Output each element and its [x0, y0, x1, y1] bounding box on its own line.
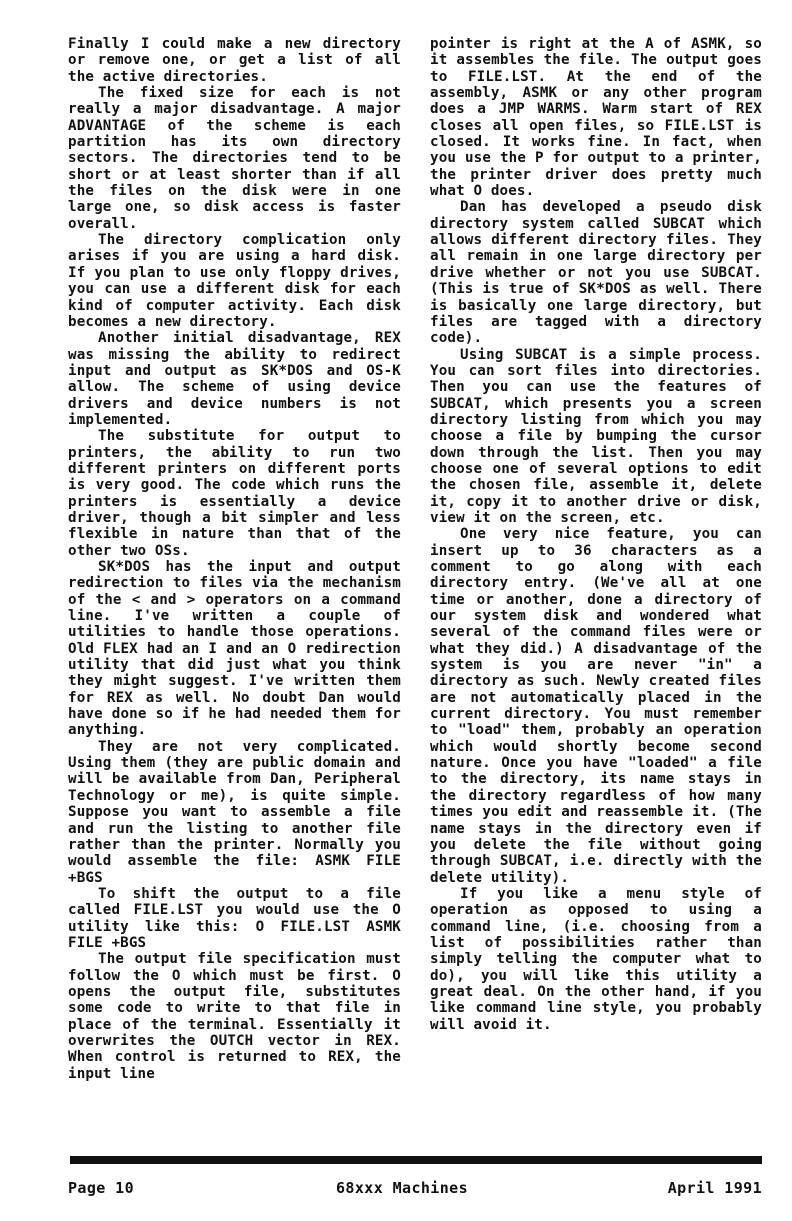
right-paragraph-1: pointer is right at the A of ASMK, so it assembles the file. The output goes to FILE.LST. At the end of the assembly, ASMK or any other program does a JMP WARMS. Warm start of REX closes all open files, so FILE.LST is closed. It works fine. In fact, when you use the P for output to a printer, the printer driver does pretty much what O does.	[430, 36, 762, 200]
right-paragraph-3: Using SUBCAT is a simple process. You can sort files into directories. Then you can use the features of SUBCAT, which presents you a screen directory listing from which you may choose a file by bumping the cursor down through the list. Then you may choose one of several options to edit the chosen file, assemble it, delete it, copy it to another drive or disk, view it on the screen, etc.	[430, 346, 762, 526]
page-number: Page 10	[68, 1179, 135, 1197]
footer-divider	[70, 1156, 762, 1164]
issue-date: April 1991	[667, 1179, 762, 1197]
left-text-column	[68, 36, 401, 1082]
left-paragraph-9: The output file specification must follow the O which must be first. O opens the output file, substitutes some code to write to that file in place of the terminal. Essentially it overwrites the OUTCH vector in REX. When control is returned to REX, the input line	[68, 951, 401, 1082]
right-text-column	[430, 36, 762, 1033]
left-paragraph-1: Finally I could make a new directory or remove one, or get a list of all the active directories.	[68, 36, 401, 85]
left-paragraph-6: SK*DOS has the input and output redirection to files via the mechanism of the < and > operators on a command line. I've written a couple of utilities to handle those operations. Old FLEX had an I and an O redirection utility that did just what you think they might suggest. I've written them for REX as well. No doubt Dan would have done so if he had needed them for anything.	[68, 559, 401, 739]
left-paragraph-7: They are not very complicated. Using them (they are public domain and will be available from Dan, Peripheral Technology or me), is quite simple. Suppose you want to assemble a file and run the listing to another file rather than the printer. Normally you would assemble the file: ASMK FILE +BGS	[68, 738, 401, 886]
left-paragraph-8: To shift the output to a file called FILE.LST you would use the O utility like this: O FILE.LST ASMK FILE +BGS	[68, 885, 401, 951]
left-paragraph-2: The fixed size for each is not really a major disadvantage. A major ADVANTAGE of the scheme is each partition has its own directory sectors. The directories tend to be short or at least shorter than if all the files on the disk were in one large one, so disk access is faster overall.	[68, 85, 401, 232]
right-paragraph-4: One very nice feature, you can insert up to 36 characters as a comment to go along with each directory entry. (We've all at one time or another, done a directory of our system disk and wondered what several of the command files were or what they did.) A disadvantage of the system is you are never "in" a directory as such. Newly created files are not automatically placed in the current directory. You must remember to "load" them, probably an operation which would shortly become second nature. Once you have "loaded" a file to the directory, its name stays in the directory regardless of how many times you edit and reassemble it. (The name stays in the directory even if you delete the file without going through SUBCAT, i.e. directly with the delete utility).	[430, 526, 762, 886]
publication-title: 68xxx Machines	[336, 1179, 469, 1197]
left-paragraph-5: The substitute for output to printers, the ability to run two different printers on different ports is very good. The code which runs the printers is essentially a device driver, though a bit simpler and less flexible in nature than that of the other two OSs.	[68, 428, 401, 559]
left-paragraph-4: Another initial disadvantage, REX was missing the ability to redirect input and output as SK*DOS and OS-K allow. The scheme of using device drivers and device numbers is not implemented.	[68, 330, 401, 428]
right-paragraph-5: If you like a menu style of operation as opposed to using a command line, (i.e. choosing from a list of possibilities rather than simply telling the computer what to do), you will like this utility a great deal. On the other hand, if you like command line style, you probably will avoid it.	[430, 885, 762, 1033]
right-paragraph-2: Dan has developed a pseudo disk directory system called SUBCAT which allows different directory files. They all remain in one large directory per drive whether or not you use SUBCAT. (This is true of SK*DOS as well. There is basically one large directory, but files are tagged with a directory code).	[430, 199, 762, 347]
left-paragraph-3: The directory complication only arises if you are using a hard disk. If you plan to use only floppy drives, you can use a different disk for each kind of computer activity. Each disk becomes a new directory.	[68, 232, 401, 330]
